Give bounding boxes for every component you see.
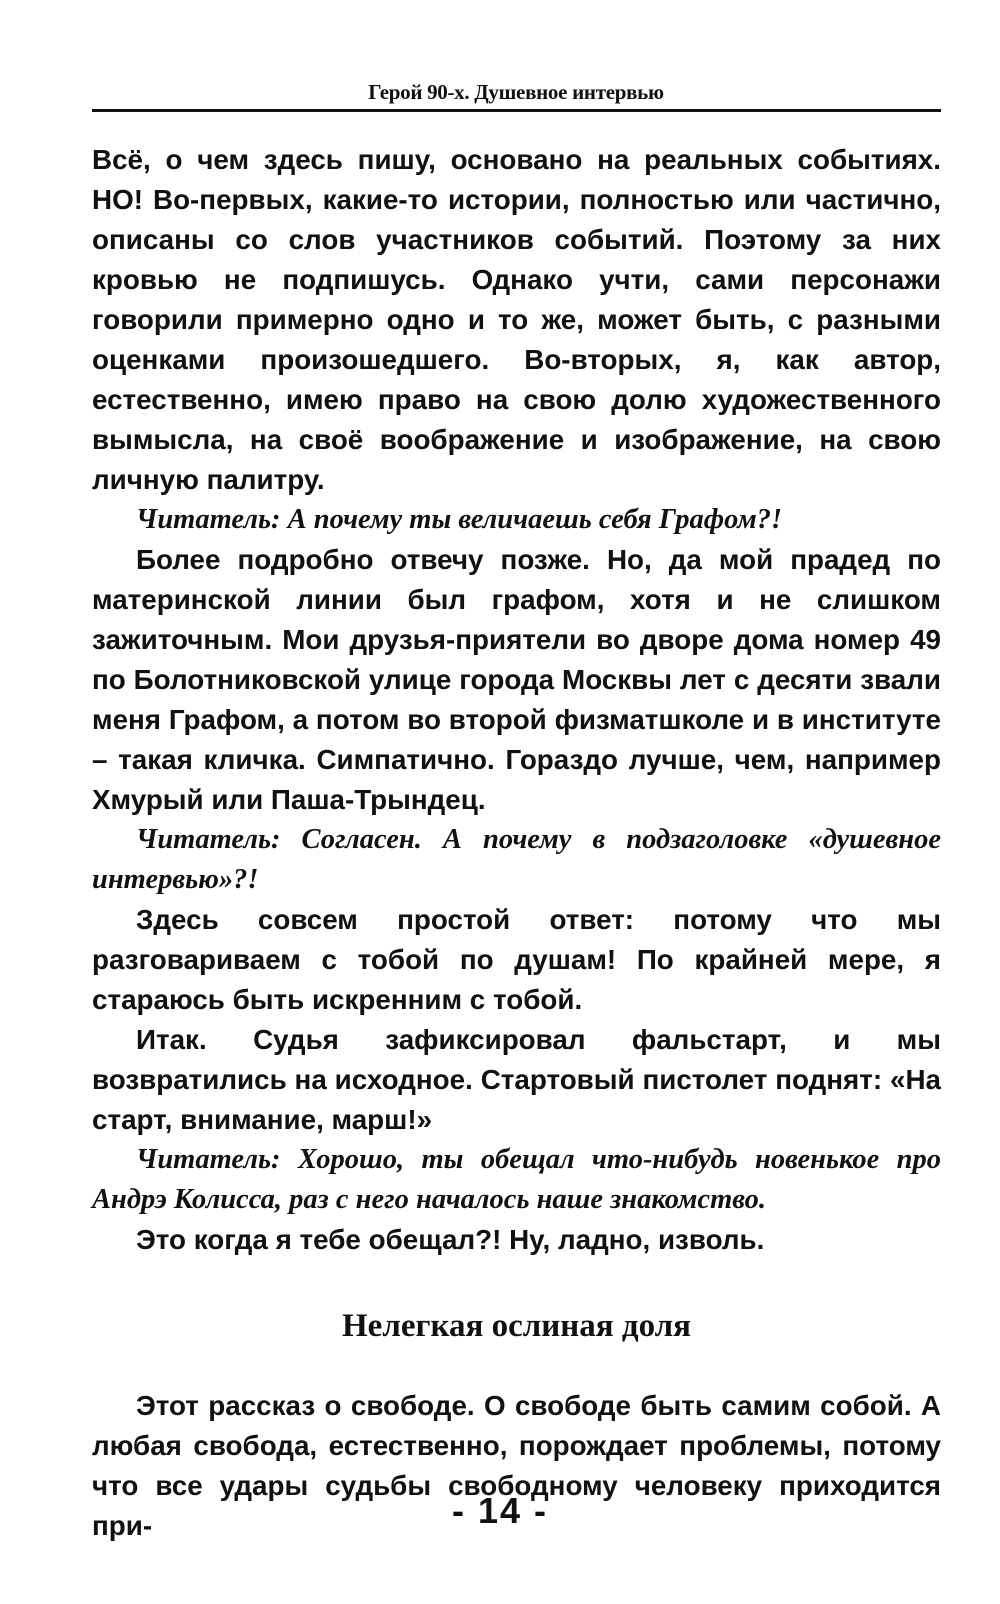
paragraph-section-start: Этот рассказ о свободе. О свободе быть самим собой. А любая свобода, естественно, порождает проблемы, потому что все удары судьбы свободному человеку приходится при- [92,1390,941,1541]
page-number: - 14 - [451,1490,549,1531]
paragraph-false-start: Итак. Судья зафиксировал фальстарт, и мы возвратились на исходное. Стартовый пистолет поднят: «На старт, внимание, марш!» [92,1024,941,1135]
paragraph-subtitle-answer: Здесь совсем простой ответ: потому что мы разговариваем с тобой по душам! По крайней мере, я стараюсь быть искренним с тобой. [92,904,941,1015]
header-divider [92,109,941,112]
paragraph-count-answer: Более подробно отвечу позже. Но, да мой прадед по материнской линии был графом, хотя и не слишком зажиточным. Мои друзья-приятели во дворе дома номер 49 по Болотниковской улице города Москвы лет с десяти звали меня Графом, а потом во второй физматшколе и в институте – такая кличка. Симпатично. Гораздо лучше, чем, например Хмурый или Паша-Трындец. [92,544,941,815]
section-heading: Нелегкая ослиная доля [342,1308,691,1344]
body-text [92,140,941,1546]
reader-question-count: Читатель: А почему ты величаешь себя Графом?! [136,504,783,535]
running-header: Герой 90-х. Душевное интервью [368,80,664,104]
paragraph-intro: Всё, о чем здесь пишу, основано на реальных событиях. НО! Во-первых, какие-то истории, полностью или частично, описаны со слов участников событий. Поэтому за них кровью не подпишусь. Однако учти, сами персонажи говорили примерно одно и то же, может быть, с разными оценками произошедшего. Во-вторых, я, как автор, естественно, имею право на свою долю художественного вымысла, на своё воображение и изображение, на свою личную палитру. [92,144,941,495]
paragraph-promise: Это когда я тебе обещал?! Ну, ладно, изволь. [136,1224,765,1255]
reader-question-subtitle: Читатель: Согласен. А почему в подзаголовке «душевное интервью»?! [92,824,941,895]
reader-question-kolisse: Читатель: Хорошо, ты обещал что-нибудь новенькое про Андрэ Колисса, раз с него началось наше знакомство. [92,1144,941,1215]
